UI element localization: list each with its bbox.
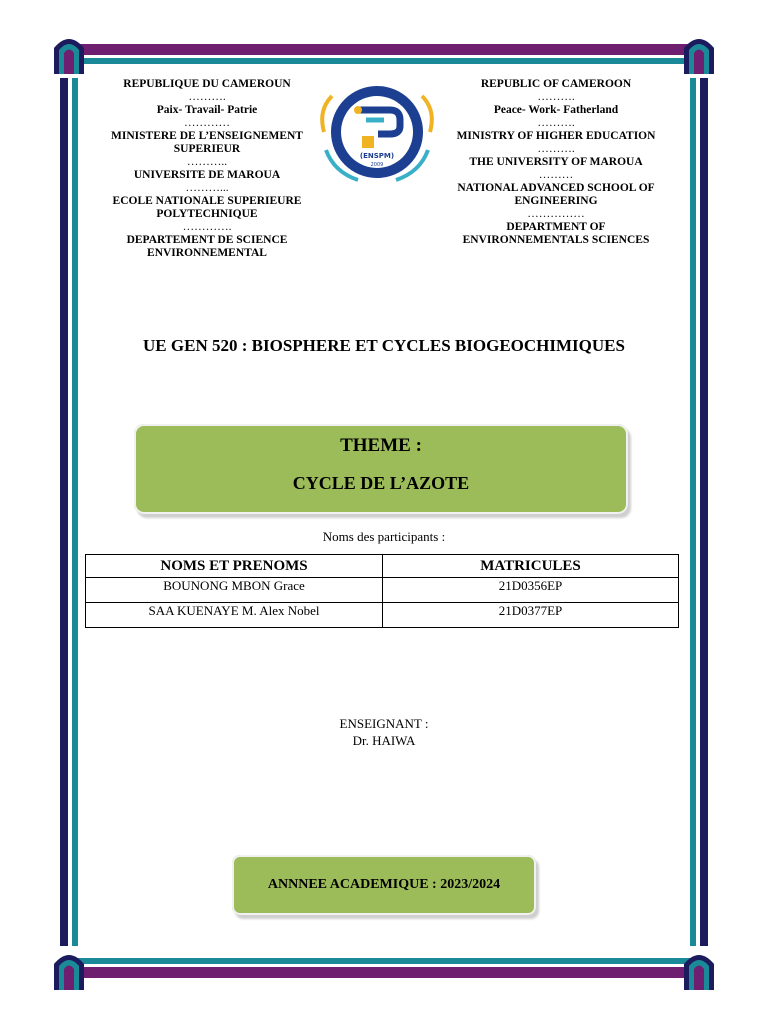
teacher-label: ENSEIGNANT :	[339, 716, 429, 731]
motto-en: Peace- Work- Fatherland	[493, 104, 619, 116]
separator: ……….	[537, 117, 575, 129]
country-fr: REPUBLIQUE DU CAMEROUN	[123, 78, 291, 90]
motto-fr: Paix- Travail- Patrie	[156, 104, 258, 116]
header-english	[450, 78, 662, 247]
svg-text:2009: 2009	[370, 162, 384, 168]
participants-caption: Noms des participants :	[322, 529, 446, 544]
corner-ornament-icon	[682, 34, 716, 74]
academic-year: ANNNEE ACADEMIQUE : 2023/2024	[267, 877, 501, 892]
participant-name: BOUNONG MBON Grace	[86, 578, 383, 603]
teacher-name: Dr. HAIWA	[352, 733, 416, 748]
participant-id: 21D0356EP	[383, 578, 679, 603]
border-top-inner	[74, 58, 694, 64]
school-en: NATIONAL ADVANCED SCHOOL OF ENGINEERING	[457, 182, 655, 207]
teacher-block	[0, 715, 768, 749]
theme-title: CYCLE DE L’AZOTE	[292, 473, 470, 493]
corner-ornament-icon	[52, 950, 86, 990]
border-right-inner	[690, 78, 696, 946]
country-en: REPUBLIC OF CAMEROON	[480, 78, 632, 90]
participant-id: 21D0377EP	[383, 603, 679, 628]
border-bottom	[74, 967, 694, 978]
participant-name: SAA KUENAYE M. Alex Nobel	[86, 603, 383, 628]
ministry-fr: MINISTERE DE L’ENSEIGNEMENT SUPERIEUR	[111, 130, 303, 155]
border-bottom-inner	[74, 958, 694, 964]
corner-ornament-icon	[682, 950, 716, 990]
theme-box	[134, 424, 628, 514]
border-top	[74, 44, 694, 55]
separator: ……………	[527, 208, 585, 220]
border-left-inner	[72, 78, 78, 946]
separator: ……….	[188, 91, 226, 103]
table-row	[86, 578, 679, 603]
separator: ………	[538, 169, 574, 181]
header-french	[104, 78, 310, 260]
separator: ………..	[186, 156, 228, 168]
course-title: UE GEN 520 : BIOSPHERE ET CYCLES BIOGEOCHIMIQUES	[143, 336, 625, 355]
border-left	[60, 78, 68, 946]
department-fr: DEPARTEMENT DE SCIENCE ENVIRONNEMENTAL	[126, 234, 288, 259]
separator: ……….	[537, 91, 575, 103]
enspm-logo-icon	[318, 80, 436, 184]
corner-ornament-icon	[52, 34, 86, 74]
ministry-en: MINISTRY OF HIGHER EDUCATION	[456, 130, 656, 142]
table-header-row	[86, 555, 679, 578]
column-header-ids: MATRICULES	[383, 555, 679, 578]
separator: ……….	[537, 143, 575, 155]
column-header-names: NOMS ET PRENOMS	[86, 555, 383, 578]
department-en: DEPARTMENT OF ENVIRONNEMENTALS SCIENCES	[462, 221, 650, 246]
theme-label: THEME :	[340, 435, 422, 456]
university-fr: UNIVERSITE DE MAROUA	[133, 169, 281, 181]
table-row	[86, 603, 679, 628]
school-fr: ECOLE NATIONALE SUPERIEURE POLYTECHNIQUE	[112, 195, 302, 220]
academic-year-box	[232, 855, 536, 915]
separator: …………	[184, 117, 230, 129]
svg-text:(ENSPM): (ENSPM)	[359, 152, 395, 160]
separator: ………...	[185, 182, 229, 194]
participants-table	[85, 554, 679, 628]
university-en: THE UNIVERSITY OF MAROUA	[469, 156, 643, 168]
border-right	[700, 78, 708, 946]
separator: ………….	[182, 221, 232, 233]
